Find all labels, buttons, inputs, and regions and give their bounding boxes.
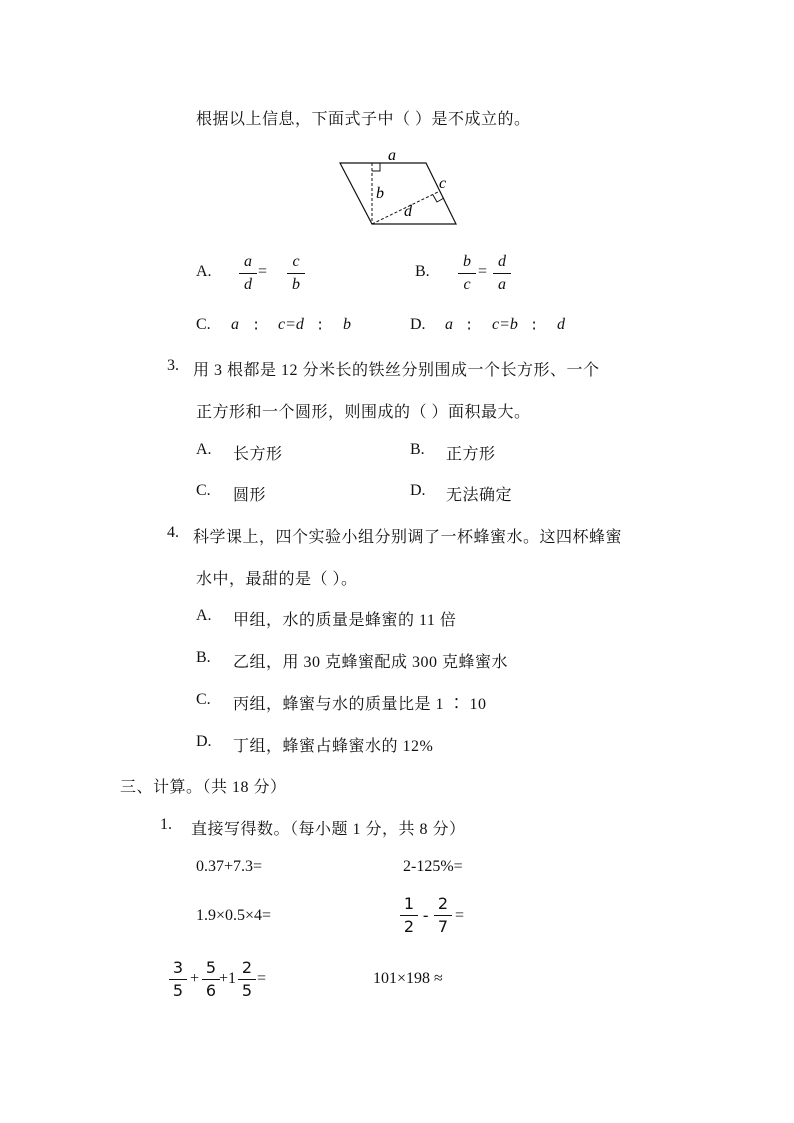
expression-4-equals: = xyxy=(455,907,465,924)
numerator: 3 xyxy=(172,958,184,977)
q4-option-d-text: 丁组，蜂蜜占蜂蜜水的 12% xyxy=(233,738,434,755)
q4-line-2: 水中，最甜的是（ ）。 xyxy=(196,571,358,588)
option-c-part-1: a xyxy=(231,316,239,333)
q4-number: 4. xyxy=(167,524,179,541)
q4-line-1: 科学课上，四个实验小组分别调了一杯蜂蜜水。这四杯蜂蜜 xyxy=(193,529,623,546)
option-b-fraction-2 xyxy=(492,254,512,293)
numerator: 5 xyxy=(205,958,217,977)
q3-option-c-letter: C. xyxy=(196,482,211,499)
expression-3: 1.9×0.5×4= xyxy=(196,907,272,924)
expression-5-fraction-1 xyxy=(168,960,188,999)
numerator: d xyxy=(498,253,506,270)
denominator: 2 xyxy=(403,917,415,936)
numerator: c xyxy=(292,253,300,270)
numerator: a xyxy=(244,253,252,270)
q4-option-c-text: 丙组，蜂蜜与水的质量比是 1 ∶ 10 xyxy=(233,696,487,713)
q3-option-a-text: 长方形 xyxy=(233,446,283,463)
q4-option-b-text: 乙组，用 30 克蜂蜜配成 300 克蜂蜜水 xyxy=(233,654,509,671)
numerator: 2 xyxy=(241,958,253,977)
q3-number: 3. xyxy=(167,357,179,374)
label-c: c xyxy=(439,175,447,192)
option-a-letter: A. xyxy=(196,263,212,280)
calc-1-number: 1. xyxy=(160,816,172,833)
expression-2: 2-125%= xyxy=(403,858,463,875)
expression-1: 0.37+7.3= xyxy=(196,858,263,875)
option-c-letter: C. xyxy=(196,316,211,333)
option-c-part-3: b xyxy=(343,316,351,333)
section-3-title: 三、计算。（共 18 分） xyxy=(120,779,287,796)
label-b: b xyxy=(376,185,384,202)
denominator: 5 xyxy=(172,981,184,1000)
denominator: 7 xyxy=(437,917,449,936)
denominator: a xyxy=(498,276,506,293)
q3-line-2: 正方形和一个圆形，则围成的（ ）面积最大。 xyxy=(196,404,531,421)
q4-option-a-text: 甲组，水的质量是蜂蜜的 11 倍 xyxy=(233,612,457,629)
parallelogram-shape xyxy=(340,163,456,224)
right-angle-mark-top xyxy=(372,163,380,171)
option-c-colon-2: ∶ xyxy=(318,318,323,335)
option-d-part-1: a xyxy=(445,316,453,333)
q4-option-a-letter: A. xyxy=(196,607,212,624)
option-b-letter: B. xyxy=(415,263,430,280)
option-d-colon-1: ∶ xyxy=(467,318,472,335)
option-c-part-2: c=d xyxy=(278,316,304,333)
q4-option-c-letter: C. xyxy=(196,691,211,708)
option-d-letter: D. xyxy=(410,316,426,333)
numerator: 2 xyxy=(437,894,449,913)
q3-option-d-letter: D. xyxy=(410,482,426,499)
option-b-equals: = xyxy=(478,263,488,280)
q3-option-a-letter: A. xyxy=(196,441,212,458)
expression-4-operator: - xyxy=(423,907,429,924)
expression-5-fraction-2 xyxy=(201,960,221,999)
option-d-part-3: d xyxy=(557,316,565,333)
denominator: c xyxy=(463,276,471,293)
numerator: b xyxy=(463,253,471,270)
q3-option-b-letter: B. xyxy=(410,441,425,458)
intro-line: 根据以上信息，下面式子中（ ）是不成立的。 xyxy=(196,111,531,128)
option-d-colon-2: ∶ xyxy=(532,318,537,335)
expression-4-fraction-2 xyxy=(433,896,453,935)
label-d: d xyxy=(404,203,412,220)
denominator: 6 xyxy=(205,981,217,1000)
q4-option-b-letter: B. xyxy=(196,649,211,666)
denominator: d xyxy=(244,276,252,293)
expression-4-fraction-1 xyxy=(399,896,419,935)
expression-5-plus: + xyxy=(190,970,200,987)
q3-line-1: 用 3 根都是 12 分米长的铁丝分别围成一个长方形、一个 xyxy=(193,362,600,379)
calc-1-title: 直接写得数。（每小题 1 分，共 8 分） xyxy=(191,821,466,838)
expression-5-equals: = xyxy=(257,970,267,987)
denominator: 5 xyxy=(241,981,253,1000)
expression-6: 101×198 ≈ xyxy=(373,970,443,987)
option-d-part-2: c=b xyxy=(492,316,518,333)
q4-option-d-letter: D. xyxy=(196,733,212,750)
q3-option-d-text: 无法确定 xyxy=(446,487,513,504)
q3-option-c-text: 圆形 xyxy=(233,487,267,504)
q3-option-b-text: 正方形 xyxy=(446,446,496,463)
denominator: b xyxy=(292,276,300,293)
option-b-fraction-1 xyxy=(457,254,477,293)
label-a: a xyxy=(388,147,396,164)
option-c-colon-1: ∶ xyxy=(254,318,259,335)
numerator: 1 xyxy=(403,894,415,913)
option-a-fraction-2 xyxy=(286,254,306,293)
expression-5-fraction-3 xyxy=(237,960,257,999)
option-a-fraction-1 xyxy=(238,254,258,293)
option-a-equals: = xyxy=(258,263,268,280)
expression-5-plus-whole: +1 xyxy=(219,970,237,987)
parallelogram-figure xyxy=(330,140,470,235)
